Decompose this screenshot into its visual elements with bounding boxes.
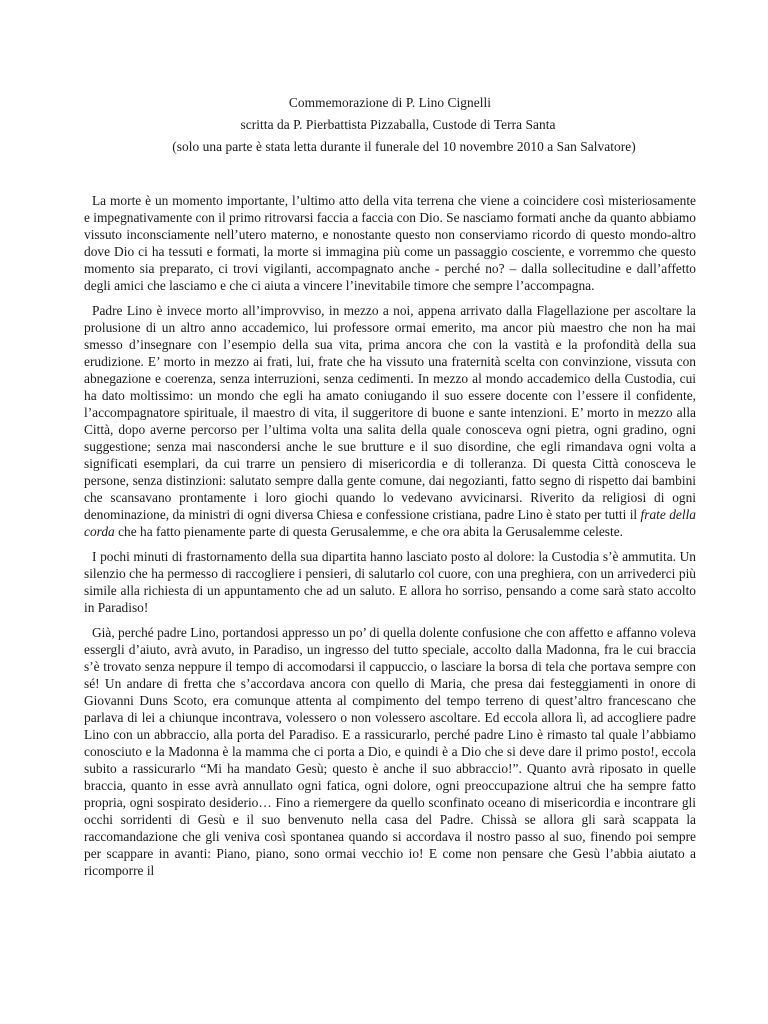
document-subtitle: scritta da P. Pierbattista Pizzaballa, Custode di Terra Santa: [240, 117, 556, 132]
document-header: [84, 92, 696, 158]
paragraph-2: [84, 302, 696, 540]
document-page: [84, 92, 696, 887]
paragraph-4: Già, perché padre Lino, portandosi appresso un po’ di quella dolente confusione che con affetto e affanno voleva essergli d’aiuto, avrà avuto, in Paradiso, un ingresso del tutto speciale, accolto dalla Madonna, fra le cui braccia s’è trovato senza neppure il tempo di accomodarsi il cappuccio, o lasciare la borsa di tela che portava sempre con sé! Un andare di fretta che s’accordava ancora con quello di Maria, che presa dai festeggiamenti in onore di Giovanni Duns Scoto, era comunque attenta al compimento del tempo terreno di quest’altro francescano che parlava di lei a chiunque incontrava, volessero o non volessero ascoltare. Ed eccola allora lì, ad accogliere padre Lino con un abbraccio, alla porta del Paradiso. E a rassicurarlo, perché padre Lino è rimasto tal quale l’abbiamo conosciuto e la Madonna è la mamma che ci porta a Dio, e quindi è a Dio che si deve dare il primo posto!, eccola subito a rassicurarlo “Mi ha mandato Gesù; questo è anche il suo abbraccio!”. Quanto avrà riposato in quelle braccia, quanto in esse avrà annullato ogni fatica, ogni dolore, ogni preoccupazione altrui che ha sempre fatto propria, ogni sospirato desiderio… Fino a riemergere da quello sconfinato oceano di misericordia e incontrare gli occhi sorridenti di Gesù e il suo benvenuto nella casa del Padre. Chissà se allora gli sarà scappata la raccomandazione che gli veniva così spontanea quando si accordava il nostro passo al suo, finendo poi sempre per scappare in avanti: Piano, piano, sono ormai vecchio io! E come non pensare che Gesù l’abbia aiutato a ricomporre il: [84, 625, 696, 878]
paragraph-2-text-before: Padre Lino è invece morto all’improvviso, in mezzo a noi, appena arrivato dalla Flagellazione per ascoltare la prolusione di un altro anno accademico, lui professore ormai emerito, ma ancor più maestro che non ha mai smesso d’insegnare con l’esempio della sua vita, prima ancora che con la vastità e la profondità della sua erudizione. E’ morto in mezzo ai frati, lui, frate che ha vissuto una fraternità scelta con convinzione, vissuta con abnegazione e coerenza, senza interruzioni, senza cedimenti. In mezzo al mondo accademico della Custodia, cui ha dato moltissimo: un mondo che egli ha amato coniugando il suo essere docente con l’essere il confidente, l’accompagnatore spirituale, il maestro di vita, il suggeritore di buone e sante intenzioni. E’ morto in mezzo alla Città, dopo averne percorso per l’ultima volta una salita della quale conosceva ogni pietra, ogni gradino, ogni suggestione; senza mai nascondersi anche le sue brutture e il suo disordine, che egli rimandava ogni volta a significati esemplari, da cui trarre un pensiero di misericordia e di tolleranza. Di questa Città conosceva le persone, senza distinzioni: salutato sempre dalla gente comune, dai negozianti, fatto segno di rispetto dai bambini che scansavano prontamente i loro giochi quando lo vedevano avvicinarsi. Riverito da religiosi di ogni denominazione, da ministri di ogni diversa Chiesa e confessione cristiana, padre Lino è stato per tutti il: [84, 303, 696, 522]
paragraph-2-text-after: che ha fatto pienamente parte di questa Gerusalemme, e che ora abita la Gerusalemme celeste.: [114, 524, 623, 539]
paragraph-3: I pochi minuti di frastornamento della sua dipartita hanno lasciato posto al dolore: la Custodia s’è ammutita. Un silenzio che ha permesso di raccogliere i pensieri, di salutarlo col cuore, con una preghiera, con un arrivederci più simile alla richiesta di un appuntamento che ad un saluto. E allora ho sorriso, pensando a come sarà stato accolto in Paradiso!: [84, 549, 696, 615]
paragraph-1: La morte è un momento importante, l’ultimo atto della vita terrena che viene a coincidere così misteriosamente e impegnativamente con il primo ritrovarsi faccia a faccia con Dio. Se nasciamo formati anche da quanto abbiamo vissuto inconsciamente nell’utero materno, e nonostante questo non conserviamo ricordo di questo mondo-altro dove Dio ci ha tessuti e formati, la morte si immagina più come un passaggio cosciente, e vorremmo che questo momento sia preparato, ci trovi vigilanti, accompagnato anche - perché no? – dalla sollecitudine e dall’affetto degli amici che lasciamo e che ci aiuta a vincere l’inevitabile timore che sempre l’accompagna.: [84, 193, 697, 293]
paragraph-2-emphasis: frate della corda: [84, 507, 696, 539]
document-title: Commemorazione di P. Lino Cignelli: [288, 95, 492, 110]
document-note: (solo una parte è stata letta durante il funerale del 10 novembre 2010 a San Salvatore): [172, 139, 636, 154]
document-body: [84, 192, 696, 879]
